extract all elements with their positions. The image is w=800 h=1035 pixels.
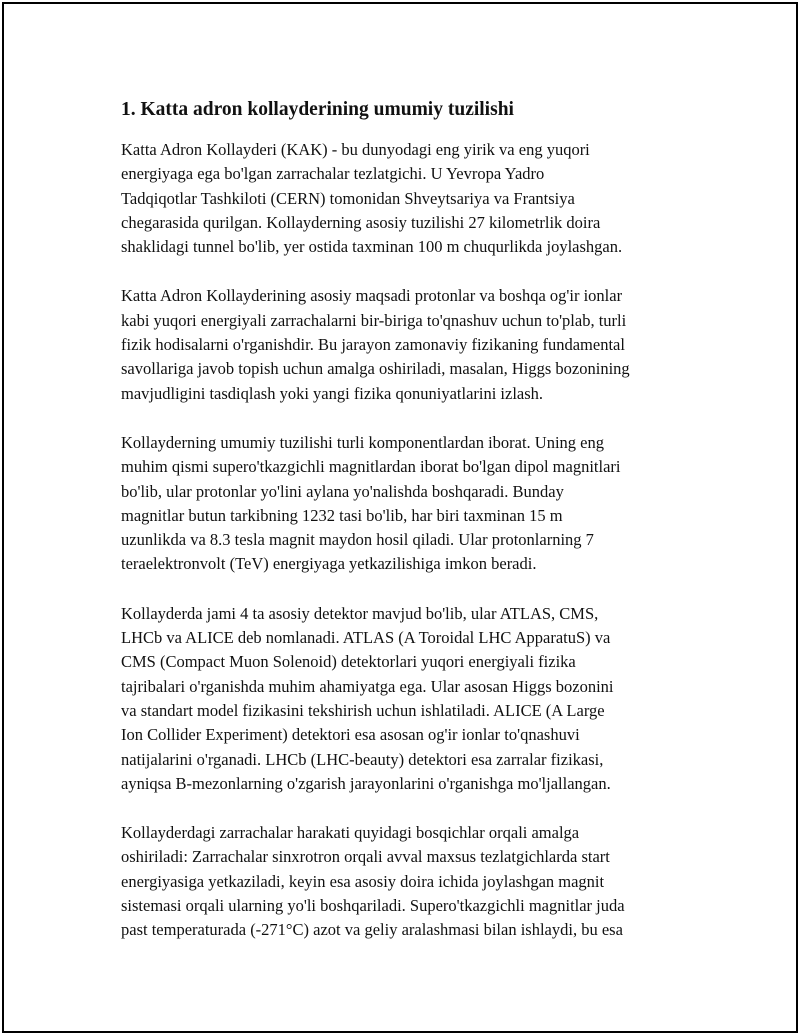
paragraph	[121, 431, 701, 577]
paragraph-line: past temperaturada (-271°C) azot va geliy aralashmasi bilan ishlaydi, bu esa	[121, 920, 623, 940]
paragraph-line: uzunlikda va 8.3 tesla magnit maydon hosil qiladi. Ular protonlarning 7	[121, 530, 594, 550]
paragraph-line: tajribalari o'rganishda muhim ahamiyatga ega. Ular asosan Higgs bozonini	[121, 676, 614, 696]
paragraph-line: LHCb va ALICE deb nomlanadi. ATLAS (A Toroidal LHC ApparatuS) va	[121, 628, 611, 648]
paragraph	[121, 821, 701, 942]
paragraph-line: Kollayderda jami 4 ta asosiy detektor mavjud bo'lib, ular ATLAS, CMS,	[121, 603, 599, 623]
paragraph-line: savollariga javob topish uchun amalga oshiriladi, masalan, Higgs bozonining	[121, 359, 630, 379]
paragraph-line: ayniqsa B-mezonlarning o'zgarish jarayonlarini o'rganishga mo'ljallangan.	[121, 773, 611, 793]
paragraph-line: energiyaga ega bo'lgan zarrachalar tezlatgichi. U Yevropa Yadro	[121, 164, 545, 184]
paragraph-line: fizik hodisalarni o'rganishdir. Bu jarayon zamonaviy fizikaning fundamental	[121, 335, 625, 355]
paragraph-line: Katta Adron Kollayderi (KAK) - bu dunyodagi eng yirik va eng yuqori	[121, 140, 590, 159]
page-frame	[2, 2, 798, 1033]
section-heading: 1. Katta adron kollayderining umumiy tuzilishi	[121, 99, 514, 120]
paragraph-line: energiyasiga yetkaziladi, keyin esa asosiy doira ichida joylashgan magnit	[121, 871, 605, 891]
paragraph	[121, 138, 701, 259]
paragraph-line: kabi yuqori energiyali zarrachalarni bir-biriga to'qnashuv uchun to'plab, turli	[121, 310, 627, 330]
paragraphs-container	[121, 138, 701, 943]
paragraph	[121, 284, 701, 405]
document-body	[121, 96, 701, 968]
paragraph-line: CMS (Compact Muon Solenoid) detektorlari yuqori energiyali fizika	[121, 652, 576, 672]
paragraph-line: natijalarini o'rganadi. LHCb (LHC-beauty) detektori esa zarralar fizikasi,	[121, 749, 604, 769]
paragraph-line: oshiriladi: Zarrachalar sinxrotron orqali avval maxsus tezlatgichlarda start	[121, 847, 610, 867]
paragraph-line: va standart model fizikasini tekshirish uchun ishlatiladi. ALICE (A Large	[121, 700, 605, 720]
paragraph-line: muhim qismi supero'tkazgichli magnitlardan iborat bo'lgan dipol magnitlari	[121, 457, 621, 477]
paragraph-line: Kollayderdagi zarrachalar harakati quyidagi bosqichlar orqali amalga	[121, 823, 580, 843]
paragraph-line: shaklidagi tunnel bo'lib, yer ostida taxminan 100 m chuqurlikda joylashgan.	[121, 237, 623, 257]
paragraph-line: teraelektronvolt (TeV) energiyaga yetkazilishiga imkon beradi.	[121, 554, 537, 574]
paragraph	[121, 602, 701, 796]
paragraph-line: chegarasida qurilgan. Kollayderning asosiy tuzilishi 27 kilometrlik doira	[121, 212, 601, 232]
paragraph-line: Ion Collider Experiment) detektori esa asosan og'ir ionlar to'qnashuvi	[121, 725, 580, 745]
paragraph-line: magnitlar butun tarkibning 1232 tasi bo'lib, har biri taxminan 15 m	[121, 505, 563, 525]
paragraph-line: Kollayderning umumiy tuzilishi turli komponentlardan iborat. Uning eng	[121, 432, 605, 452]
paragraph-line: mavjudligini tasdiqlash yoki yangi fizika qonuniyatlarini izlash.	[121, 383, 544, 403]
paragraph-line: Katta Adron Kollayderining asosiy maqsadi protonlar va boshqa og'ir ionlar	[121, 286, 623, 306]
paragraph-line: Tadqiqotlar Tashkiloti (CERN) tomonidan Shveytsariya va Frantsiya	[121, 188, 575, 208]
paragraph-line: bo'lib, ular protonlar yo'lini aylana yo'nalishda boshqaradi. Bunday	[121, 481, 564, 501]
paragraph-line: sistemasi orqali ularning yo'li boshqariladi. Supero'tkazgichli magnitlar juda	[121, 896, 625, 916]
